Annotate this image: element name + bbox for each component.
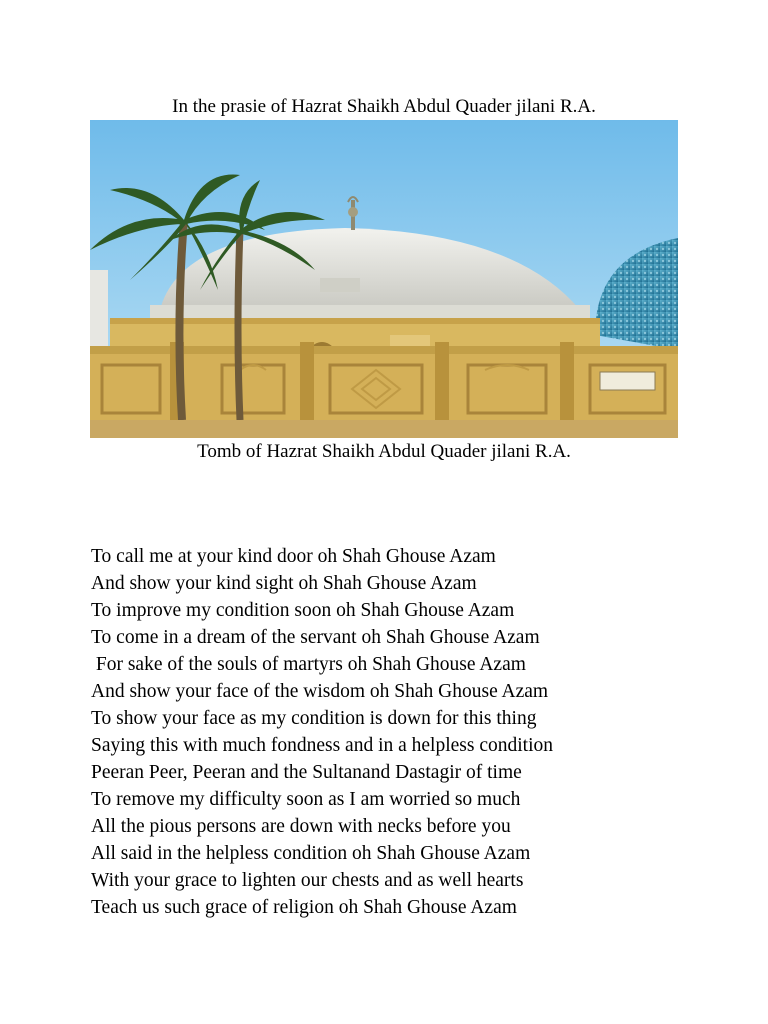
- poem-line: And show your kind sight oh Shah Ghouse Azam: [91, 573, 477, 594]
- poem-line: To call me at your kind door oh Shah Ghouse Azam: [91, 546, 496, 567]
- tomb-illustration: [90, 120, 678, 438]
- photo-caption: Tomb of Hazrat Shaikh Abdul Quader jilani R.A.: [197, 441, 571, 462]
- poem-line: To show your face as my condition is down for this thing: [91, 708, 537, 729]
- ground: [90, 420, 678, 438]
- poem-line: With your grace to lighten our chests and as well hearts: [91, 870, 524, 891]
- poem-line: To come in a dream of the servant oh Shah Ghouse Azam: [91, 627, 540, 648]
- page-title: In the prasie of Hazrat Shaikh Abdul Quader jilani R.A.: [172, 96, 596, 117]
- poem-line: Teach us such grace of religion oh Shah Ghouse Azam: [91, 897, 517, 918]
- poem-line: To remove my difficulty soon as I am worried so much: [91, 789, 521, 810]
- poem: [91, 543, 731, 921]
- poem-line: Peeran Peer, Peeran and the Sultanand Dastagir of time: [91, 762, 522, 783]
- poem-line: All said in the helpless condition oh Shah Ghouse Azam: [91, 843, 531, 864]
- minaret: [90, 270, 108, 350]
- poem-line: All the pious persons are down with necks before you: [91, 816, 511, 837]
- poem-line: And show your face of the wisdom oh Shah Ghouse Azam: [91, 681, 549, 702]
- poem-line: Saying this with much fondness and in a helpless condition: [91, 735, 553, 756]
- poem-line: To improve my condition soon oh Shah Ghouse Azam: [91, 600, 515, 621]
- poem-line: For sake of the souls of martyrs oh Shah Ghouse Azam: [91, 654, 526, 675]
- tomb-photo: [90, 120, 678, 438]
